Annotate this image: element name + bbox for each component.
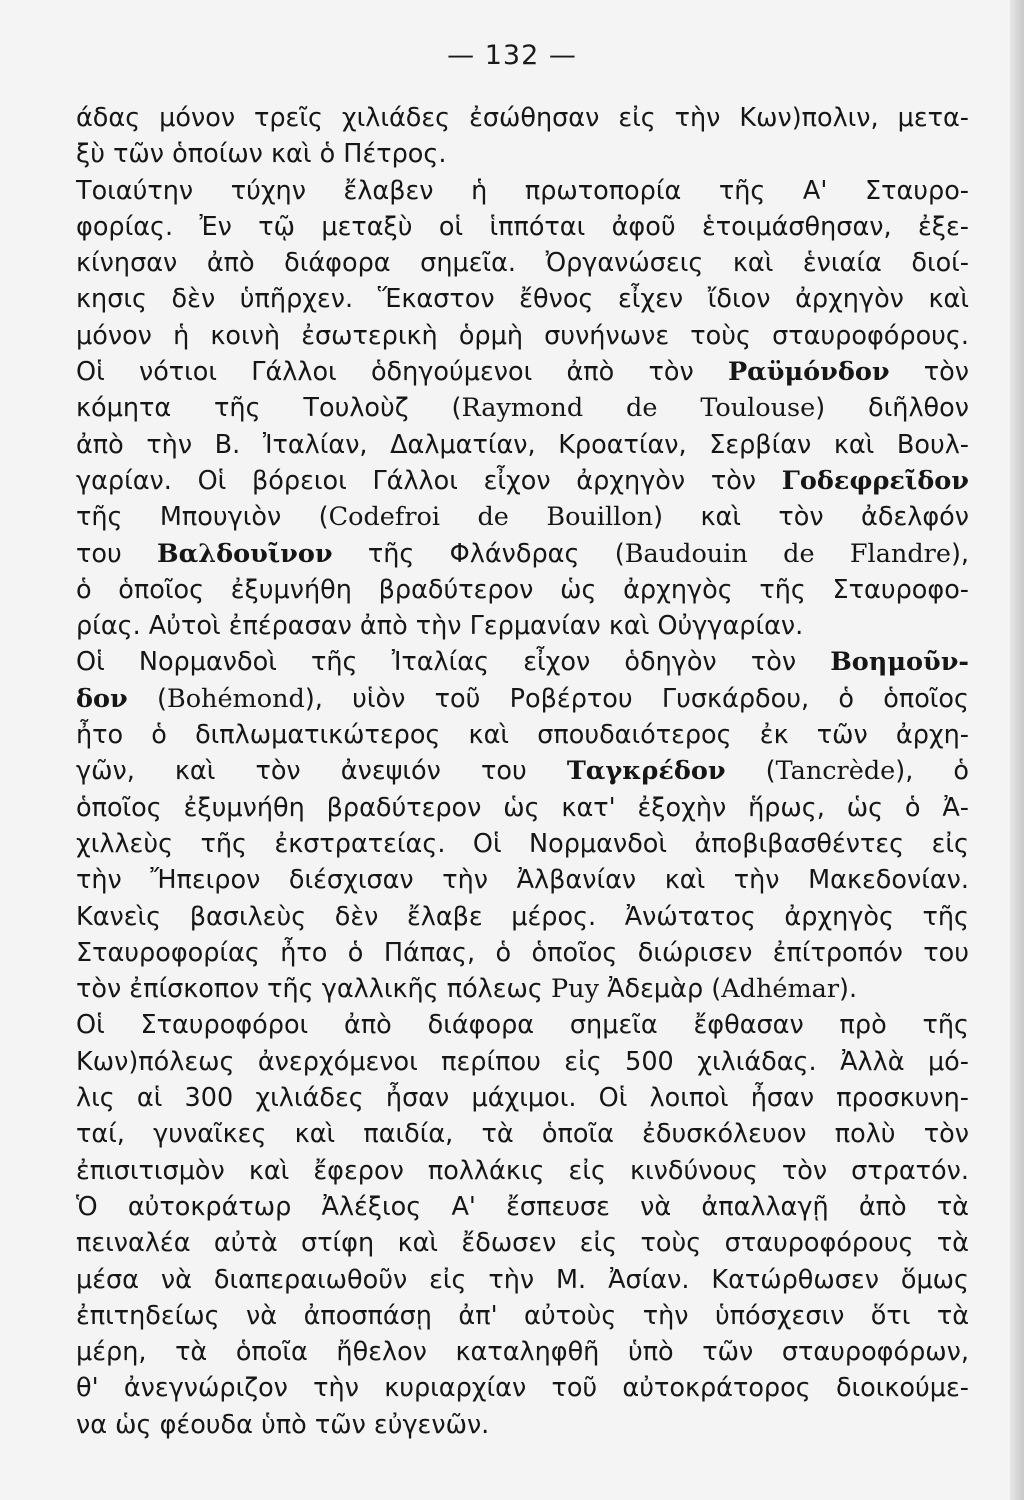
text-line: θ' ἀνεγνώριζον τὴν κυριαρχίαν τοῦ αὐτοκράτορος διοικούμε- bbox=[76, 1373, 969, 1404]
text-line: ταί, γυναῖκες καὶ παιδία, τὰ ὁποῖα ἐδυσκόλευον πολὺ τὸν bbox=[76, 1119, 969, 1150]
text-segment: ( bbox=[127, 683, 167, 714]
text-line: κίνησαν ἀπὸ διάφορα σημεῖα. Ὀργανώσεις καὶ ἑνιαία διοί- bbox=[76, 248, 969, 279]
text-line: ὁποῖος ἐξυμνήθη βραδύτερον ὡς κατ' ἐξοχὴν ἥρως, ὡς ὁ Ἀ- bbox=[76, 792, 969, 823]
text-line: κησις δὲν ὑπῆρχεν. Ἕκαστον ἔθνος εἶχεν ἴδιον ἀρχηγὸν καὶ bbox=[76, 284, 969, 315]
latin-name: Bohémond bbox=[166, 683, 305, 714]
text-segment: τῆς Μπουγιὸν ( bbox=[76, 502, 329, 533]
page-number: — 132 — bbox=[447, 40, 577, 71]
text-segment: ) διῆλθον bbox=[815, 393, 969, 424]
text-line: ρίας. Αὐτοὶ ἐπέρασαν ἀπὸ τὴν Γερμανίαν καὶ Οὐγγαρίαν. bbox=[76, 611, 804, 642]
text-segment: τὸν bbox=[889, 357, 969, 388]
body-text bbox=[76, 100, 969, 1443]
text-segment: ), bbox=[950, 538, 969, 569]
text-line: Κων)πόλεως ἀνερχόμενοι περίπου εἰς 500 χιλιάδας. Ἀλλὰ μό- bbox=[76, 1046, 969, 1077]
text-line: φορίας. Ἐν τῷ μεταξὺ οἱ ἱππόται ἀφοῦ ἑτοιμάσθησαν, ἐξε- bbox=[76, 211, 969, 242]
text-line: ἐπιτηδείως νὰ ἀποσπάσῃ ἀπ' αὐτοὺς τὴν ὑπόσχεσιν ὅτι τὰ bbox=[76, 1300, 969, 1331]
latin-name: Puy bbox=[550, 974, 599, 1005]
page-edge-shadow bbox=[1010, 0, 1024, 1500]
text-segment: ). bbox=[839, 974, 858, 1005]
text-segment: τὸν ἐπίσκοπον τῆς γαλλικῆς πόλεως bbox=[76, 974, 551, 1005]
text-segment: του bbox=[76, 538, 158, 569]
bold-name: Ταγκρέδον bbox=[566, 756, 726, 787]
bold-name: δον bbox=[76, 683, 128, 714]
text-segment: γῶν, καὶ τὸν ἀνεψιόν του bbox=[76, 756, 567, 787]
text-line: Σταυροφορίας ἦτο ὁ Πάπας, ὁ ὁποῖος διώρισεν ἐπίτροπόν του bbox=[76, 937, 969, 968]
text-line: Κανεὶς βασιλεὺς δὲν ἔλαβε μέρος. Ἀνώτατος ἀρχηγὸς τῆς bbox=[76, 901, 969, 932]
text-segment: ), υἱὸν τοῦ Ροβέρτου Γυσκάρδου, ὁ ὁποῖος bbox=[304, 683, 969, 714]
latin-name: Baudouin de Flandre bbox=[624, 538, 951, 569]
text-line: ξὺ τῶν ὁποίων καὶ ὁ Πέτρος. bbox=[76, 139, 447, 170]
text-line: Οἱ Σταυροφόροι ἀπὸ διάφορα σημεῖα ἔφθασαν πρὸ τῆς bbox=[76, 1010, 969, 1041]
text-line: Ὁ αὐτοκράτωρ Ἀλέξιος Α' ἔσπευσε νὰ ἀπαλλαγῇ ἀπὸ τὰ bbox=[76, 1191, 969, 1222]
text-line: μόνον ἡ κοινὴ ἐσωτερικὴ ὁρμὴ συνήνωνε τοὺς σταυροφόρους. bbox=[76, 320, 969, 351]
text-line bbox=[76, 681, 969, 717]
text-line: μέσα νὰ διαπεραιωθοῦν εἰς τὴν Μ. Ἀσίαν. Κατώρθωσεν ὅμως bbox=[76, 1264, 969, 1295]
text-line bbox=[76, 536, 969, 572]
latin-name: Raymond de Toulouse bbox=[461, 393, 816, 424]
text-line: λις αἱ 300 χιλιάδες ἦσαν μάχιμοι. Οἱ λοιποὶ ἦσαν προσκυνη- bbox=[76, 1083, 969, 1114]
text-line bbox=[76, 644, 969, 680]
bold-name: Βοημοῦν- bbox=[830, 647, 969, 678]
text-line: να ὡς φέουδα ὑπὸ τῶν εὐγενῶν. bbox=[76, 1409, 490, 1440]
text-line: άδας μόνον τρεῖς χιλιάδες ἐσώθησαν εἰς τὴν Κων)πολιν, μετα- bbox=[76, 103, 969, 133]
text-line: Τοιαύτην τύχην ἔλαβεν ἡ πρωτοπορία τῆς Α' Σταυρο- bbox=[76, 175, 969, 206]
text-line bbox=[76, 463, 969, 499]
text-segment: Ἀδεμὰρ ( bbox=[598, 974, 722, 1005]
text-line: ἦτο ὁ διπλωματικώτερος καὶ σπουδαιότερος ἐκ τῶν ἀρχη- bbox=[76, 720, 969, 751]
text-line: ὁ ὁποῖος ἐξυμνήθη βραδύτερον ὡς ἀρχηγὸς τῆς Σταυροφο- bbox=[76, 574, 969, 605]
text-segment: τῆς Φλάνδρας ( bbox=[332, 538, 625, 569]
text-line: πειναλέα αὐτὰ στίφη καὶ ἔδωσεν εἰς τοὺς σταυροφόρους τὰ bbox=[76, 1228, 969, 1259]
text-line: μέρη, τὰ ὁποῖα ἤθελον καταληφθῆ ὑπὸ τῶν σταυροφόρων, bbox=[76, 1337, 969, 1368]
text-line bbox=[76, 753, 969, 789]
text-line bbox=[76, 354, 969, 390]
latin-name: Adhémar bbox=[721, 974, 840, 1005]
text-line: τὴν Ἤπειρον διέσχισαν τὴν Ἀλβανίαν καὶ τὴν Μακεδονίαν. bbox=[76, 865, 969, 896]
text-line: ἀπὸ τὴν Β. Ἰταλίαν, Δαλματίαν, Κροατίαν, Σερβίαν καὶ Βουλ- bbox=[76, 429, 969, 460]
text-line: ἐπισιτισμὸν καὶ ἔφερον πολλάκις εἰς κινδύνους τὸν στρατόν. bbox=[76, 1155, 969, 1186]
text-line: χιλλεὺς τῆς ἐκστρατείας. Οἱ Νορμανδοὶ ἀποβιβασθέντες εἰς bbox=[76, 828, 969, 859]
text-line bbox=[76, 971, 969, 1007]
bold-name: Βαλδουῖνον bbox=[157, 538, 333, 569]
bold-name: Ραϋμόνδον bbox=[727, 357, 890, 388]
bold-name: Γοδεφρεῖδον bbox=[781, 465, 969, 496]
text-line bbox=[76, 390, 969, 426]
text-segment: Οἱ Νορμανδοὶ τῆς Ἰταλίας εἶχον ὁδηγὸν τὸν bbox=[76, 647, 831, 678]
text-segment: κόμητα τῆς Τουλοὺζ ( bbox=[76, 393, 462, 424]
latin-name: Codefroi de Bouillon bbox=[328, 502, 654, 533]
text-segment: ), ὁ bbox=[895, 756, 969, 787]
text-segment: γαρίαν. Οἱ βόρειοι Γάλλοι εἶχον ἀρχηγὸν τὸν bbox=[76, 465, 782, 496]
latin-name: Tancrède bbox=[775, 756, 896, 787]
text-line bbox=[76, 499, 969, 535]
text-segment: Οἱ νότιοι Γάλλοι ὁδηγούμενοι ἀπὸ τὸν bbox=[76, 357, 728, 388]
text-segment: ) καὶ τὸν ἀδελφόν bbox=[653, 502, 969, 533]
text-segment: ( bbox=[725, 756, 776, 787]
